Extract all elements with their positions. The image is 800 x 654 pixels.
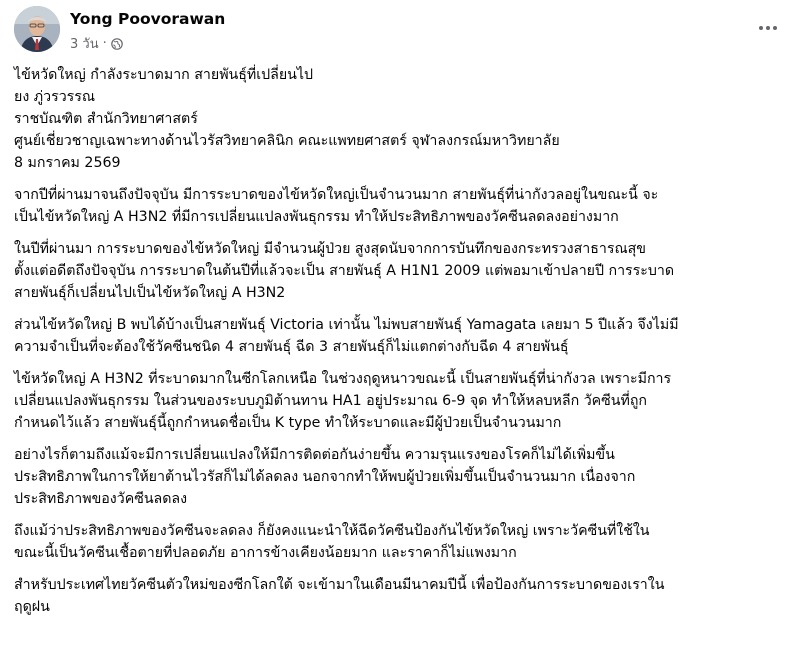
post-time[interactable]: 3 วัน bbox=[70, 37, 99, 52]
more-options-button[interactable] bbox=[754, 16, 782, 40]
post-date: 8 มกราคม 2569 bbox=[14, 155, 121, 171]
post-meta bbox=[70, 33, 123, 54]
post-paragraph: จากปีที่ผ่านมาจนถึงปัจจุบัน มีการระบาดของไข้หวัดใหญ่เป็นจำนวนมาก สายพันธุ์ที่น่ากังวลอยู่ในขณะนี้ จะ เป็นไข้หวัดใหญ่ A H3N2 ที่มีการเปลี่ยนแปลงพันธุกรรม ทำให้ประสิทธิภาพของวัคซีนลดลงอย่างมาก bbox=[14, 187, 659, 225]
ellipsis-icon bbox=[759, 26, 763, 30]
author-affiliation: ศูนย์เชี่ยวชาญเฉพาะทางด้านไวรัสวิทยาคลินิก คณะแพทยศาสตร์ จุฬาลงกรณ์มหาวิทยาลัย bbox=[14, 133, 560, 149]
post-paragraph: ถึงแม้ว่าประสิทธิภาพของวัคซีนจะลดลง ก็ยังคงแนะนำให้ฉีดวัคซีนป้องกันไข้หวัดใหญ่ เพราะวัคซีนที่ใช้ใน ขณะนี้เป็นวัคซีนเชื้อตายที่ปลอดภัย อาการข้างเคียงน้อยมาก และราคาก็ไม่แพงมาก bbox=[14, 523, 650, 561]
author-byline: ยง ภู่วรวรรณ bbox=[14, 89, 96, 105]
post-paragraph: อย่างไรก็ตามถึงแม้จะมีการเปลี่ยนแปลงให้มีการติดต่อกันง่ายขึ้น ความรุนแรงของโรคก็ไม่ได้เพิ่มขึ้น ประสิทธิภาพในการให้ยาต้านไวรัสก็ไม่ได้ลดลง นอกจากทำให้พบผู้ป่วยเพิ่มขึ้นเป็นจำนวนมาก เนื่องจาก ประสิทธิภาพของวัคซีนลดลง bbox=[14, 447, 636, 507]
meta-separator: · bbox=[102, 36, 107, 51]
post-paragraph: สำหรับประเทศไทยวัคซีนตัวใหม่ของซีกโลกใต้ จะเข้ามาในเดือนมีนาคมปีนี้ เพื่อป้องกันการระบาดของเราใน ฤดูฝน bbox=[14, 577, 665, 615]
author-avatar[interactable] bbox=[14, 6, 60, 52]
post-header bbox=[14, 6, 786, 56]
globe-icon[interactable] bbox=[111, 38, 123, 50]
post-paragraph: ไข้หวัดใหญ่ A H3N2 ที่ระบาดมากในซีกโลกเหนือ ในช่วงฤดูหนาวขณะนี้ เป็นสายพันธุ์ที่น่ากังวล เพราะมีการ เปลี่ยนแปลงพันธุกรรม ในส่วนของระบบภูมิต้านทาน HA1 อยู่ประมาณ 6-9 จุด ทำให้หลบหลีก วัคซีนที่ถูก กำหนดไว้แล้ว สายพันธุ์นี้ถูกกำหนดชื่อเป็น K type ทำให้ระบาดและมีผู้ป่วยเป็นจำนวนมาก bbox=[14, 371, 672, 431]
post-paragraph: ส่วนไข้หวัดใหญ่ B พบได้บ้างเป็นสายพันธุ์ Victoria เท่านั้น ไม่พบสายพันธุ์ Yamagata เลยมา 5 ปีแล้ว จึงไม่มี ความจำเป็นที่จะต้องใช้วัคซีนชนิด 4 สายพันธุ์ ฉีด 3 สายพันธุ์ก็ไม่แตกต่างกับฉีด 4 สายพันธุ์ bbox=[14, 317, 679, 355]
ellipsis-icon bbox=[773, 26, 777, 30]
author-title: ราชบัณฑิต สำนักวิทยาศาสตร์ bbox=[14, 111, 198, 127]
author-name[interactable]: Yong Poovorawan bbox=[70, 10, 226, 28]
ellipsis-icon bbox=[766, 26, 770, 30]
post-paragraph: ในปีที่ผ่านมา การระบาดของไข้หวัดใหญ่ มีจำนวนผู้ป่วย สูงสุดนับจากการบันทึกของกระทรวงสาธารณสุข ตั้งแต่อดีตถึงปัจจุบัน การระบาดในต้นปีที่แล้วจะเป็น สายพันธุ์ A H1N1 2009 แต่พอมาเข้าปลายปี การระบาด สายพันธุ์ก็เปลี่ยนไปเป็นไข้หวัดใหญ่ A H3N2 bbox=[14, 241, 675, 301]
post-body bbox=[14, 64, 786, 618]
avatar-portrait-icon bbox=[14, 6, 60, 52]
post-headline: ไข้หวัดใหญ่ กำลังระบาดมาก สายพันธุ์ที่เปลี่ยนไป bbox=[14, 67, 313, 83]
